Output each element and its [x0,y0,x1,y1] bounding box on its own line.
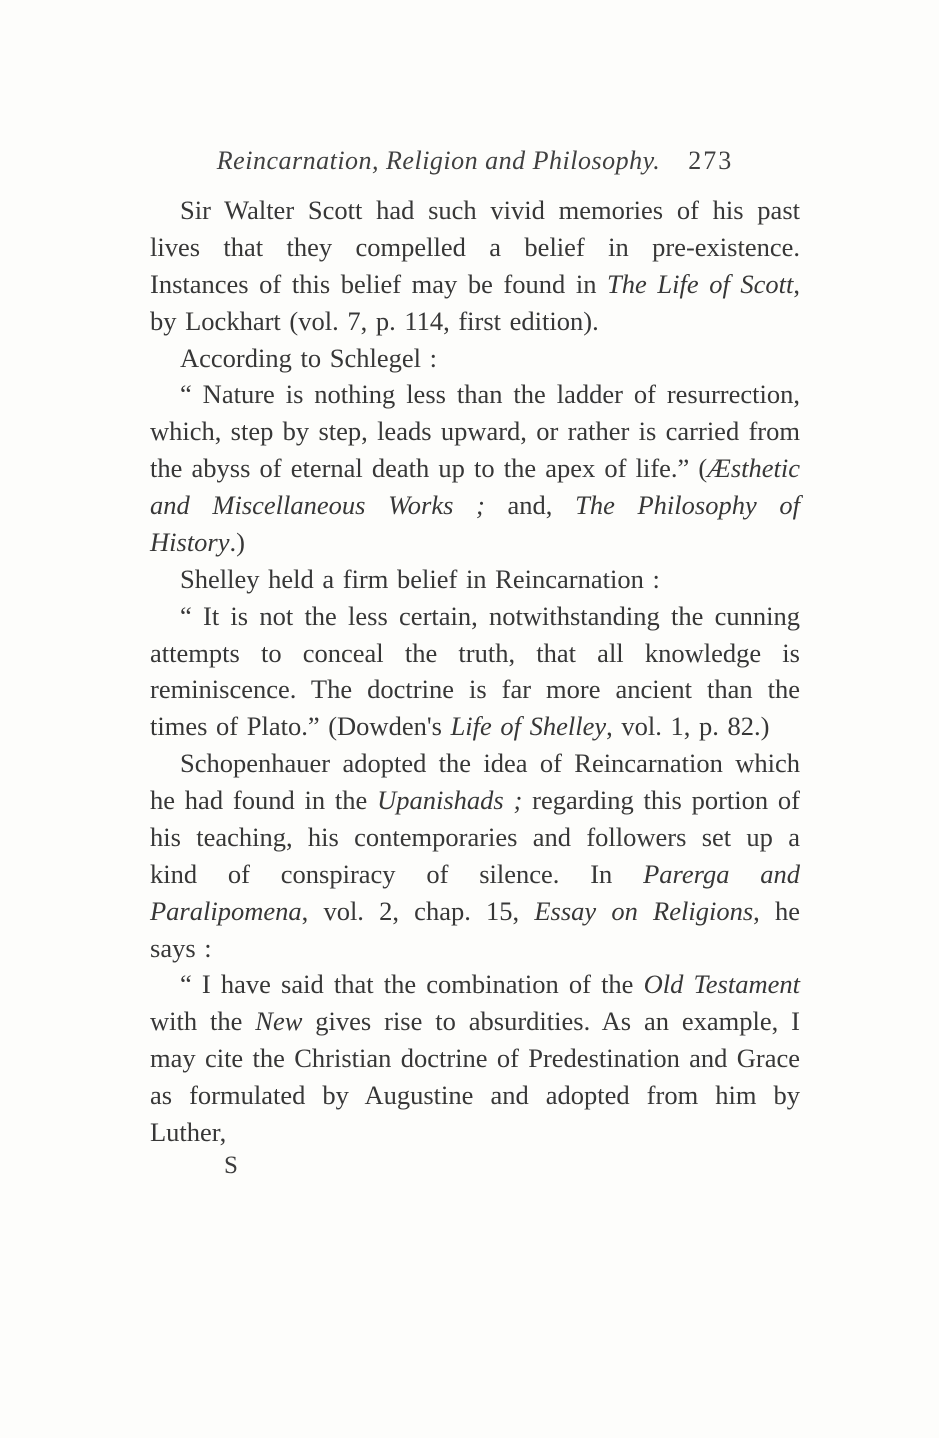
text-segment: Schopenhauer adopted the idea of Reincarnation which he had found in the [150,748,800,815]
text-segment: The Life of Scott [607,268,794,299]
text-segment: , vol. 1, p. 82.) [606,711,770,742]
paragraph [150,340,800,377]
page-number: 273 [688,146,734,175]
text-segment: Sir Walter Scott had such vivid memories of his past lives that they compelled a belief in pre-existence. Instances of this belief may be found in [150,195,800,299]
text-segment: Parerga and Paralipomena [150,858,800,926]
signature-mark: S [224,1151,238,1179]
text-segment: Life of Shelley [450,711,607,742]
text-segment: New [255,1006,303,1037]
paragraph [150,376,800,560]
text-segment: gives rise to absurdities. As an example, I may cite the Christian doctrine of Predestination and Grace as formulated by Augustine and adopted from him by Luther, [150,1006,800,1147]
text-segment: Essay on Religions [534,895,754,926]
paragraph [150,745,800,966]
text-segment: and, [484,490,576,520]
text-segment: According to Schlegel : [180,342,437,373]
text-segment: Upanishads ; [377,785,523,815]
text-segment: , by Lockhart (vol. 7, p. 114, first edition). [150,268,801,336]
page-header [150,146,800,176]
text-segment: The Philosophy of History [150,490,800,557]
text-segment: “ I have said that the combination of the [180,969,644,1000]
running-title: Reincarnation, Religion and Philosophy. [216,146,661,175]
text-block [150,146,800,1180]
text-segment: , vol. 2, chap. 15, [301,895,535,926]
text-segment: regarding this portion of his teaching, his contemporaries and followers set up a kind of conspiracy of silence. In [150,785,801,889]
text-segment: , he says : [150,895,800,963]
text-segment: with the [150,1006,256,1037]
paragraph [150,192,800,340]
paragraph [150,966,800,1150]
text-segment: Æsthetic and Miscellaneous Works ; [150,453,800,520]
text-segment: Shelley held a firm belief in Reincarnation : [180,563,660,594]
text-segment: .) [229,526,245,557]
text-segment: Old Testament [643,969,800,1000]
body-text [150,192,800,1151]
paragraph [150,598,800,746]
text-segment: “ It is not the less certain, notwithstanding the cunning attempts to conceal the truth, that all knowledge is reminiscence. The doctrine is far more ancient than the times of Plato.” (Dowden's [150,600,800,742]
text-segment: “ Nature is nothing less than the ladder of resurrection, which, step by step, leads upward, or rather is carried from the abyss of eternal death up to the apex of life.” ( [150,379,800,484]
paragraph [150,561,800,598]
